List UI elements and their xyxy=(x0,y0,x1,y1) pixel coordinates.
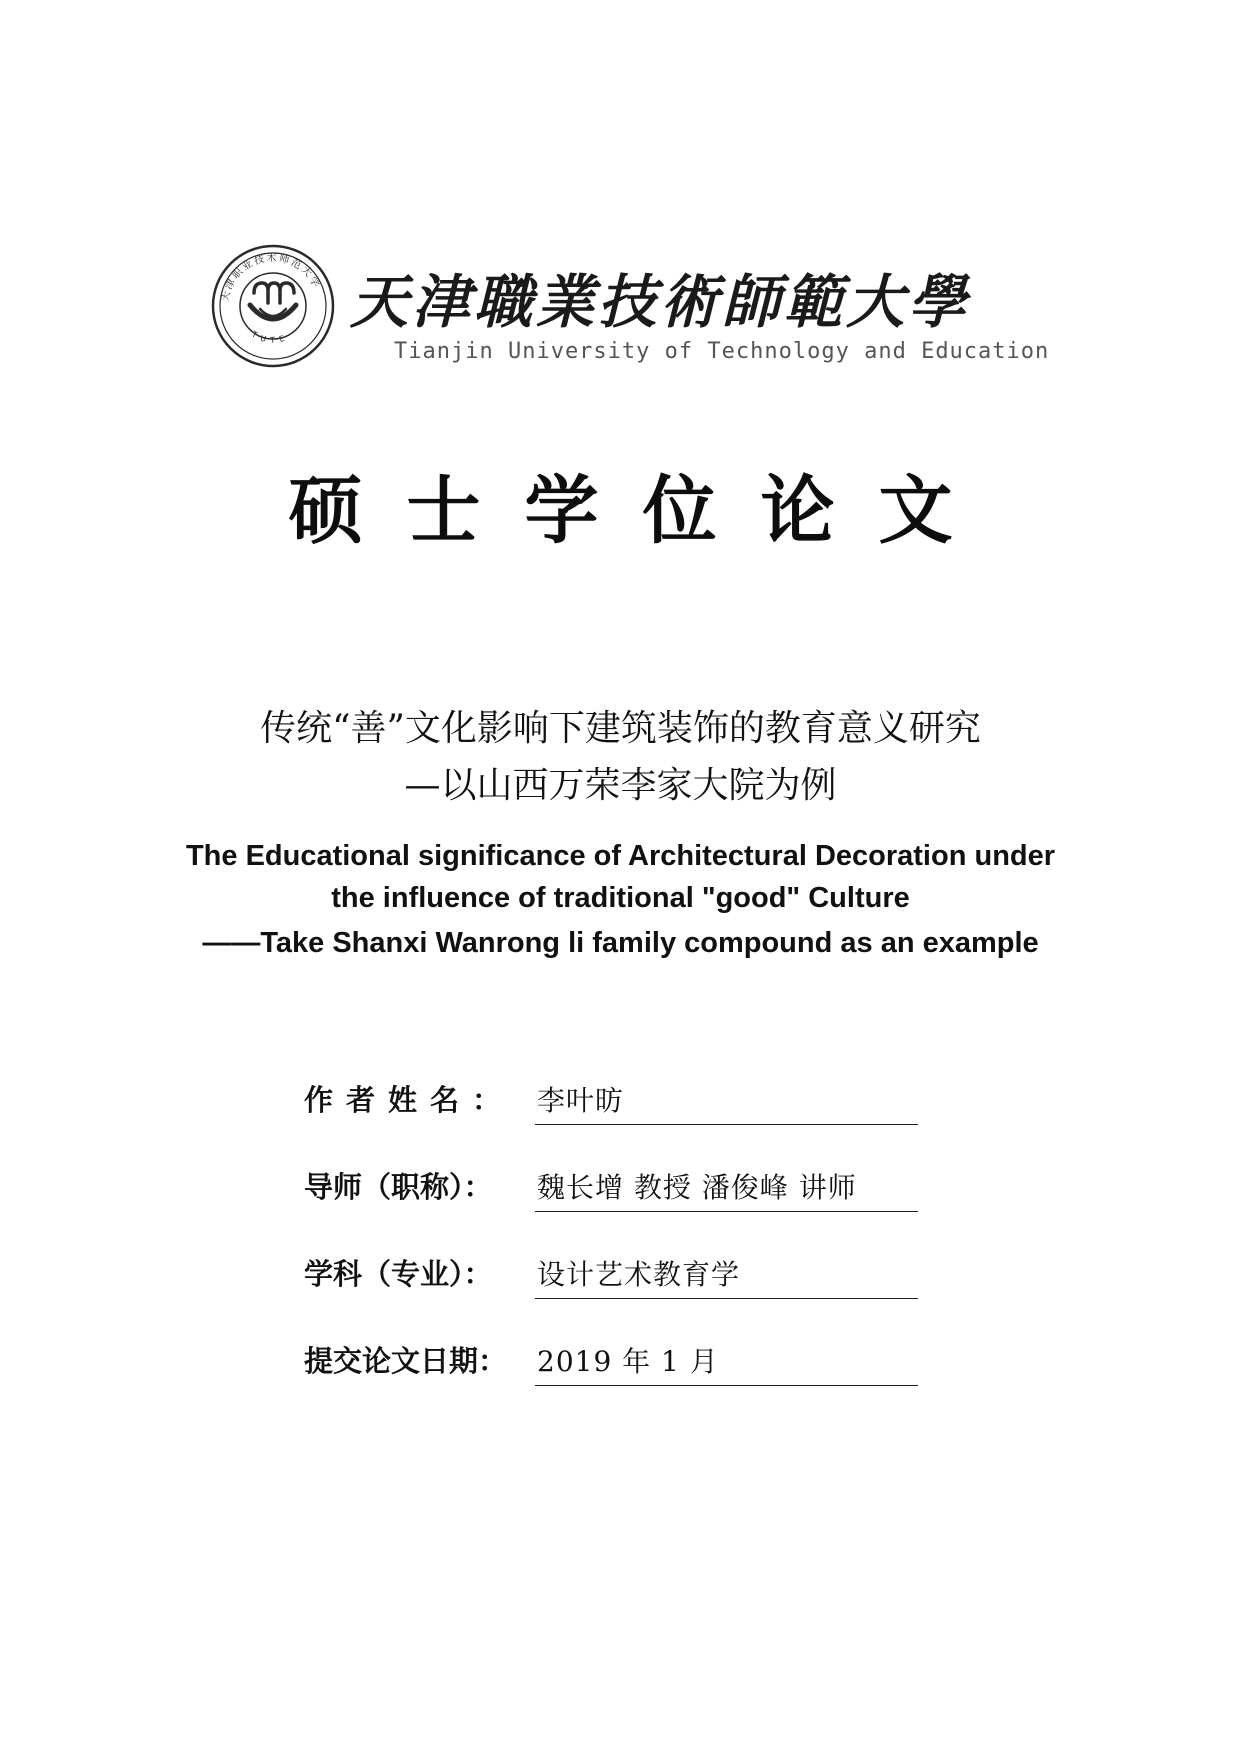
discipline-underline xyxy=(535,1298,918,1299)
supervisor-value: 魏长增 教授 潘俊峰 讲师 xyxy=(537,1171,857,1204)
submission-date-value: 2019 年 1 月 xyxy=(537,1345,719,1378)
supervisor-field xyxy=(304,1162,924,1212)
author-name-underline xyxy=(535,1124,918,1125)
thesis-title-cn-line1: 传统“善”文化影响下建筑装饰的教育意义研究 xyxy=(260,708,981,749)
thesis-title-en-line1: The Educational significance of Architectural Decoration under xyxy=(185,840,1056,872)
university-name-en: Tianjin University of Technology and Education xyxy=(394,339,1050,364)
submission-date-label: 提交论文日期： xyxy=(304,1344,508,1378)
submission-date-underline xyxy=(535,1385,918,1386)
thesis-title-cn-line2: —以山西万荣李家大院为例 xyxy=(404,765,837,806)
seal-initials: TUTE xyxy=(250,329,291,345)
discipline-label: 学科（专业）： xyxy=(304,1257,493,1291)
svg-text:TUTE xyxy=(249,329,290,345)
supervisor-label: 导师（职称）： xyxy=(304,1170,493,1204)
thesis-title-en-line2: the influence of traditional "good" Culture xyxy=(331,882,910,914)
supervisor-underline xyxy=(535,1211,918,1212)
university-logo xyxy=(210,243,1050,373)
thesis-title-en-line3: ——Take Shanxi Wanrong li family compound as an example xyxy=(202,927,1039,959)
discipline-value: 设计艺术教育学 xyxy=(537,1258,741,1291)
author-name-label: 作者姓名： xyxy=(304,1083,515,1117)
university-name-cn: 天津職業技術師範大學 xyxy=(350,268,971,336)
degree-title: 硕士学位论文 xyxy=(288,468,997,554)
author-name-value: 李叶昉 xyxy=(537,1084,625,1117)
submission-date-field xyxy=(304,1336,924,1386)
university-seal-icon xyxy=(210,243,336,369)
discipline-field xyxy=(304,1249,924,1299)
seal-text: 天津职业技术师范大学 xyxy=(220,252,323,303)
author-name-field xyxy=(304,1075,924,1125)
